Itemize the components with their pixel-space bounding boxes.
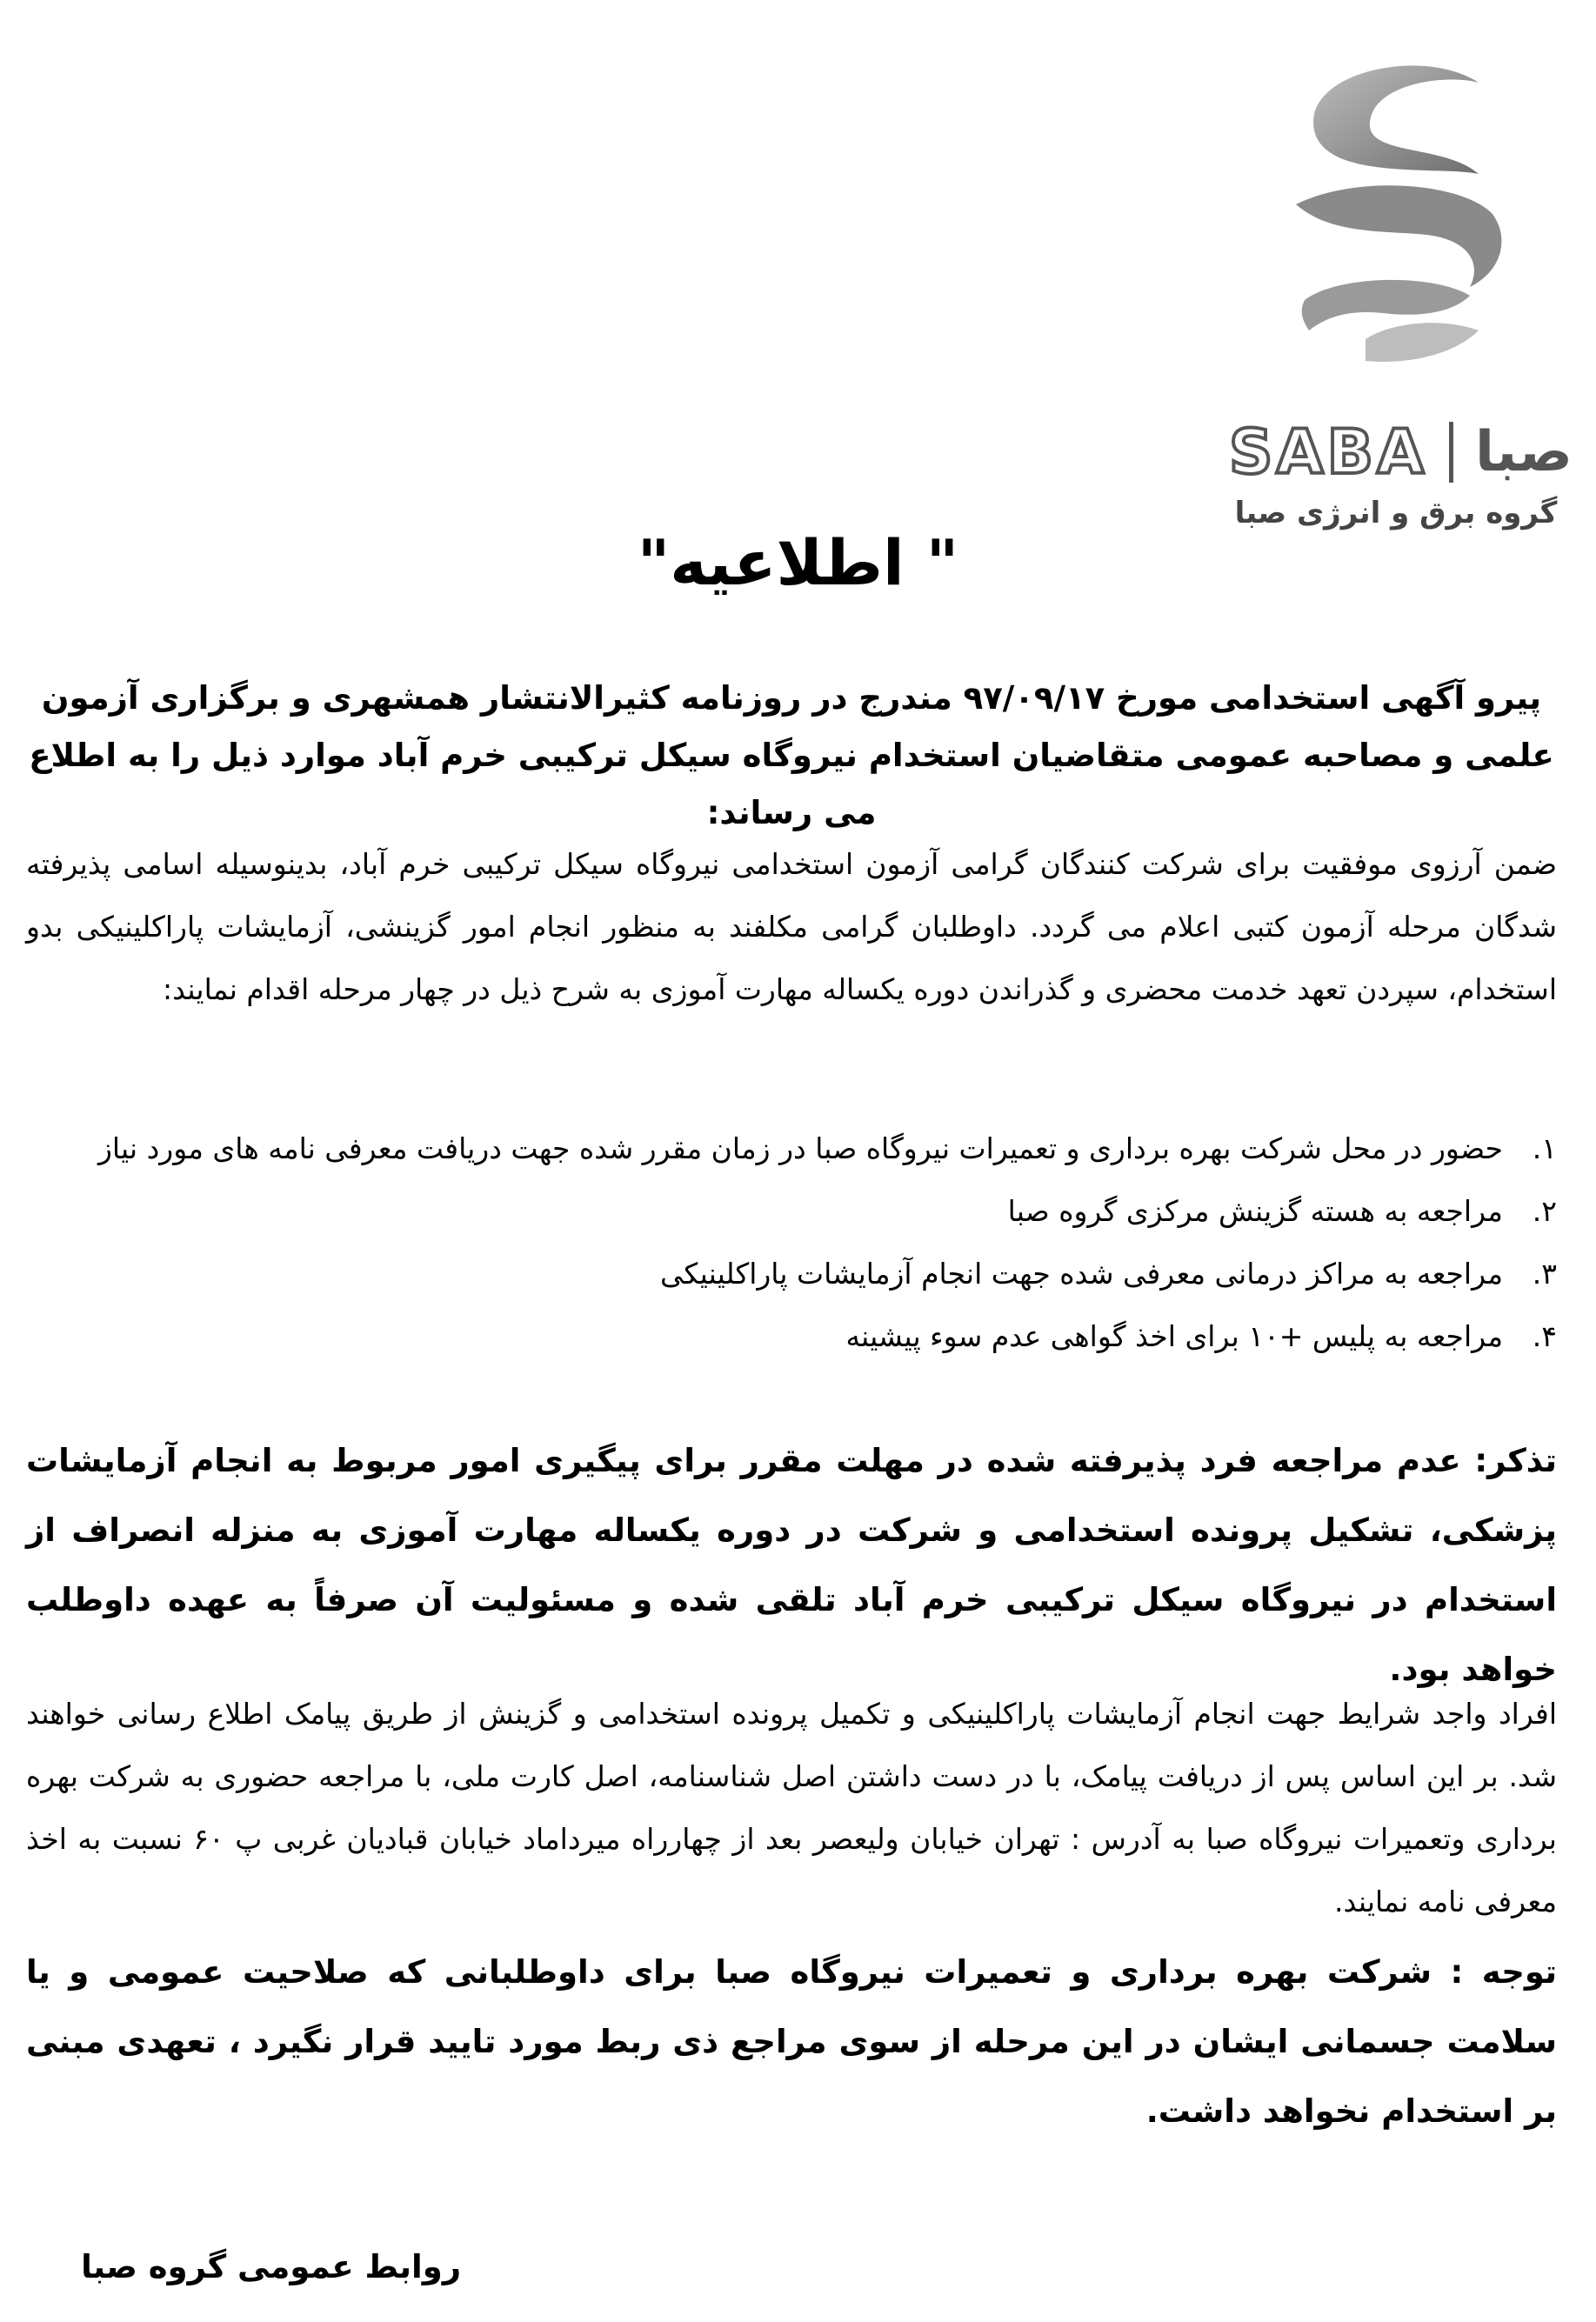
reminder-paragraph: تذکر: عدم مراجعه فرد پذیرفته شده در مهلت مقرر برای پیگیری امور مربوط به انجام آزمایشات پزشکی، تشکیل پرونده استخدامی و شرکت در دوره یکساله مهارت آموزی به منزله انصراف از استخدام در نیروگاه سیکل ترکیبی خرم آباد تلقی شده و مسئولیت آن صرفاً به عهده داوطلب خواهد بود. [26, 1442, 1557, 1688]
logo-latin-text: SABA [1229, 417, 1428, 488]
list-item-text: حضور در محل شرکت بهره برداری و تعمیرات نیروگاه صبا در زمان مقرر شده جهت دریافت معرفی نامه های مورد نیاز [97, 1131, 1503, 1165]
saba-s-logo-icon [1261, 52, 1522, 374]
intro-paragraph: پیرو آگهی استخدامی مورخ ۹۷/۰۹/۱۷ مندرج در روزنامه کثیرالانتشار همشهری و برگزاری آزمون علمی و مصاحبه عمومی متقاضیان استخدام نیروگاه سیکل ترکیبی خرم آباد موارد ذیل را به اطلاع می رساند: [29, 679, 1554, 831]
list-item [26, 1180, 1557, 1243]
signature: روابط عمومی گروه صبا [81, 2248, 461, 2285]
list-item-text: مراجعه به مراکز درمانی معرفی شده جهت انجام آزمایشات پاراکلینیکی [659, 1257, 1503, 1291]
list-item [26, 1118, 1557, 1180]
logo-separator [1449, 422, 1453, 483]
page-title: " اطلاعیه" [637, 526, 959, 599]
logo-tagline: گروه برق و انرژی صبا [1234, 496, 1558, 530]
list-item-text: مراجعه به پلیس +۱۰ برای اخذ گواهی عدم سوء پیشینه [845, 1319, 1503, 1353]
list-item-number: ۳. [1532, 1257, 1557, 1291]
body-paragraph-1: ضمن آرزوی موفقیت برای شرکت کنندگان گرامی آزمون استخدامی نیروگاه سیکل ترکیبی خرم آباد، بدینوسیله اسامی پذیرفته شدگان مرحله آزمون کتبی اعلام می گردد. داوطلبان گرامی مکلفند به منظور انجام امور گزینشی، آزمایشات پاراکلینیکی بدو استخدام، سپردن تعهد خدمت محضری و گذراندن دوره یکساله مهارت آموزی به شرح ذیل در چهار مرحله اقدام نمایند: [26, 847, 1557, 1006]
list-item [26, 1305, 1557, 1368]
body-paragraph-2: افراد واجد شرایط جهت انجام آزمایشات پاراکلینیکی و تکمیل پرونده استخدامی و گزینش از طریق پیامک اطلاع رسانی خواهند شد. بر این اساس پس از دریافت پیامک، با در دست داشتن اصل شناسنامه، اصل کارت ملی، با مراجعه حضوری به شرکت بهره برداری وتعمیرات نیروگاه صبا به آدرس : تهران خیابان ولیعصر بعد از چهارراه میرداماد خیابان قبادیان غربی پ ۶۰ نسبت به اخذ معرفی نامه نمایند. [26, 1697, 1557, 1918]
list-item-number: ۱. [1532, 1131, 1557, 1165]
list-item-number: ۴. [1532, 1319, 1557, 1353]
logo-wordmark [1229, 413, 1573, 491]
company-logo [1213, 52, 1579, 530]
logo-persian-text: صبا [1475, 420, 1573, 484]
list-item-number: ۲. [1532, 1194, 1557, 1228]
list-item-text: مراجعه به هسته گزینش مرکزی گروه صبا [1007, 1194, 1503, 1228]
notice-paragraph: توجه : شرکت بهره برداری و تعمیرات نیروگاه صبا برای داوطلبانی که صلاحیت عمومی و یا سلامت جسمانی ایشان در این مرحله از سوی مراجع ذی ربط مورد تایید قرار نگیرد ، تعهدی مبنی بر استخدام نخواهد داشت. [26, 1953, 1557, 2130]
list-item [26, 1243, 1557, 1305]
steps-list [26, 1118, 1557, 1368]
